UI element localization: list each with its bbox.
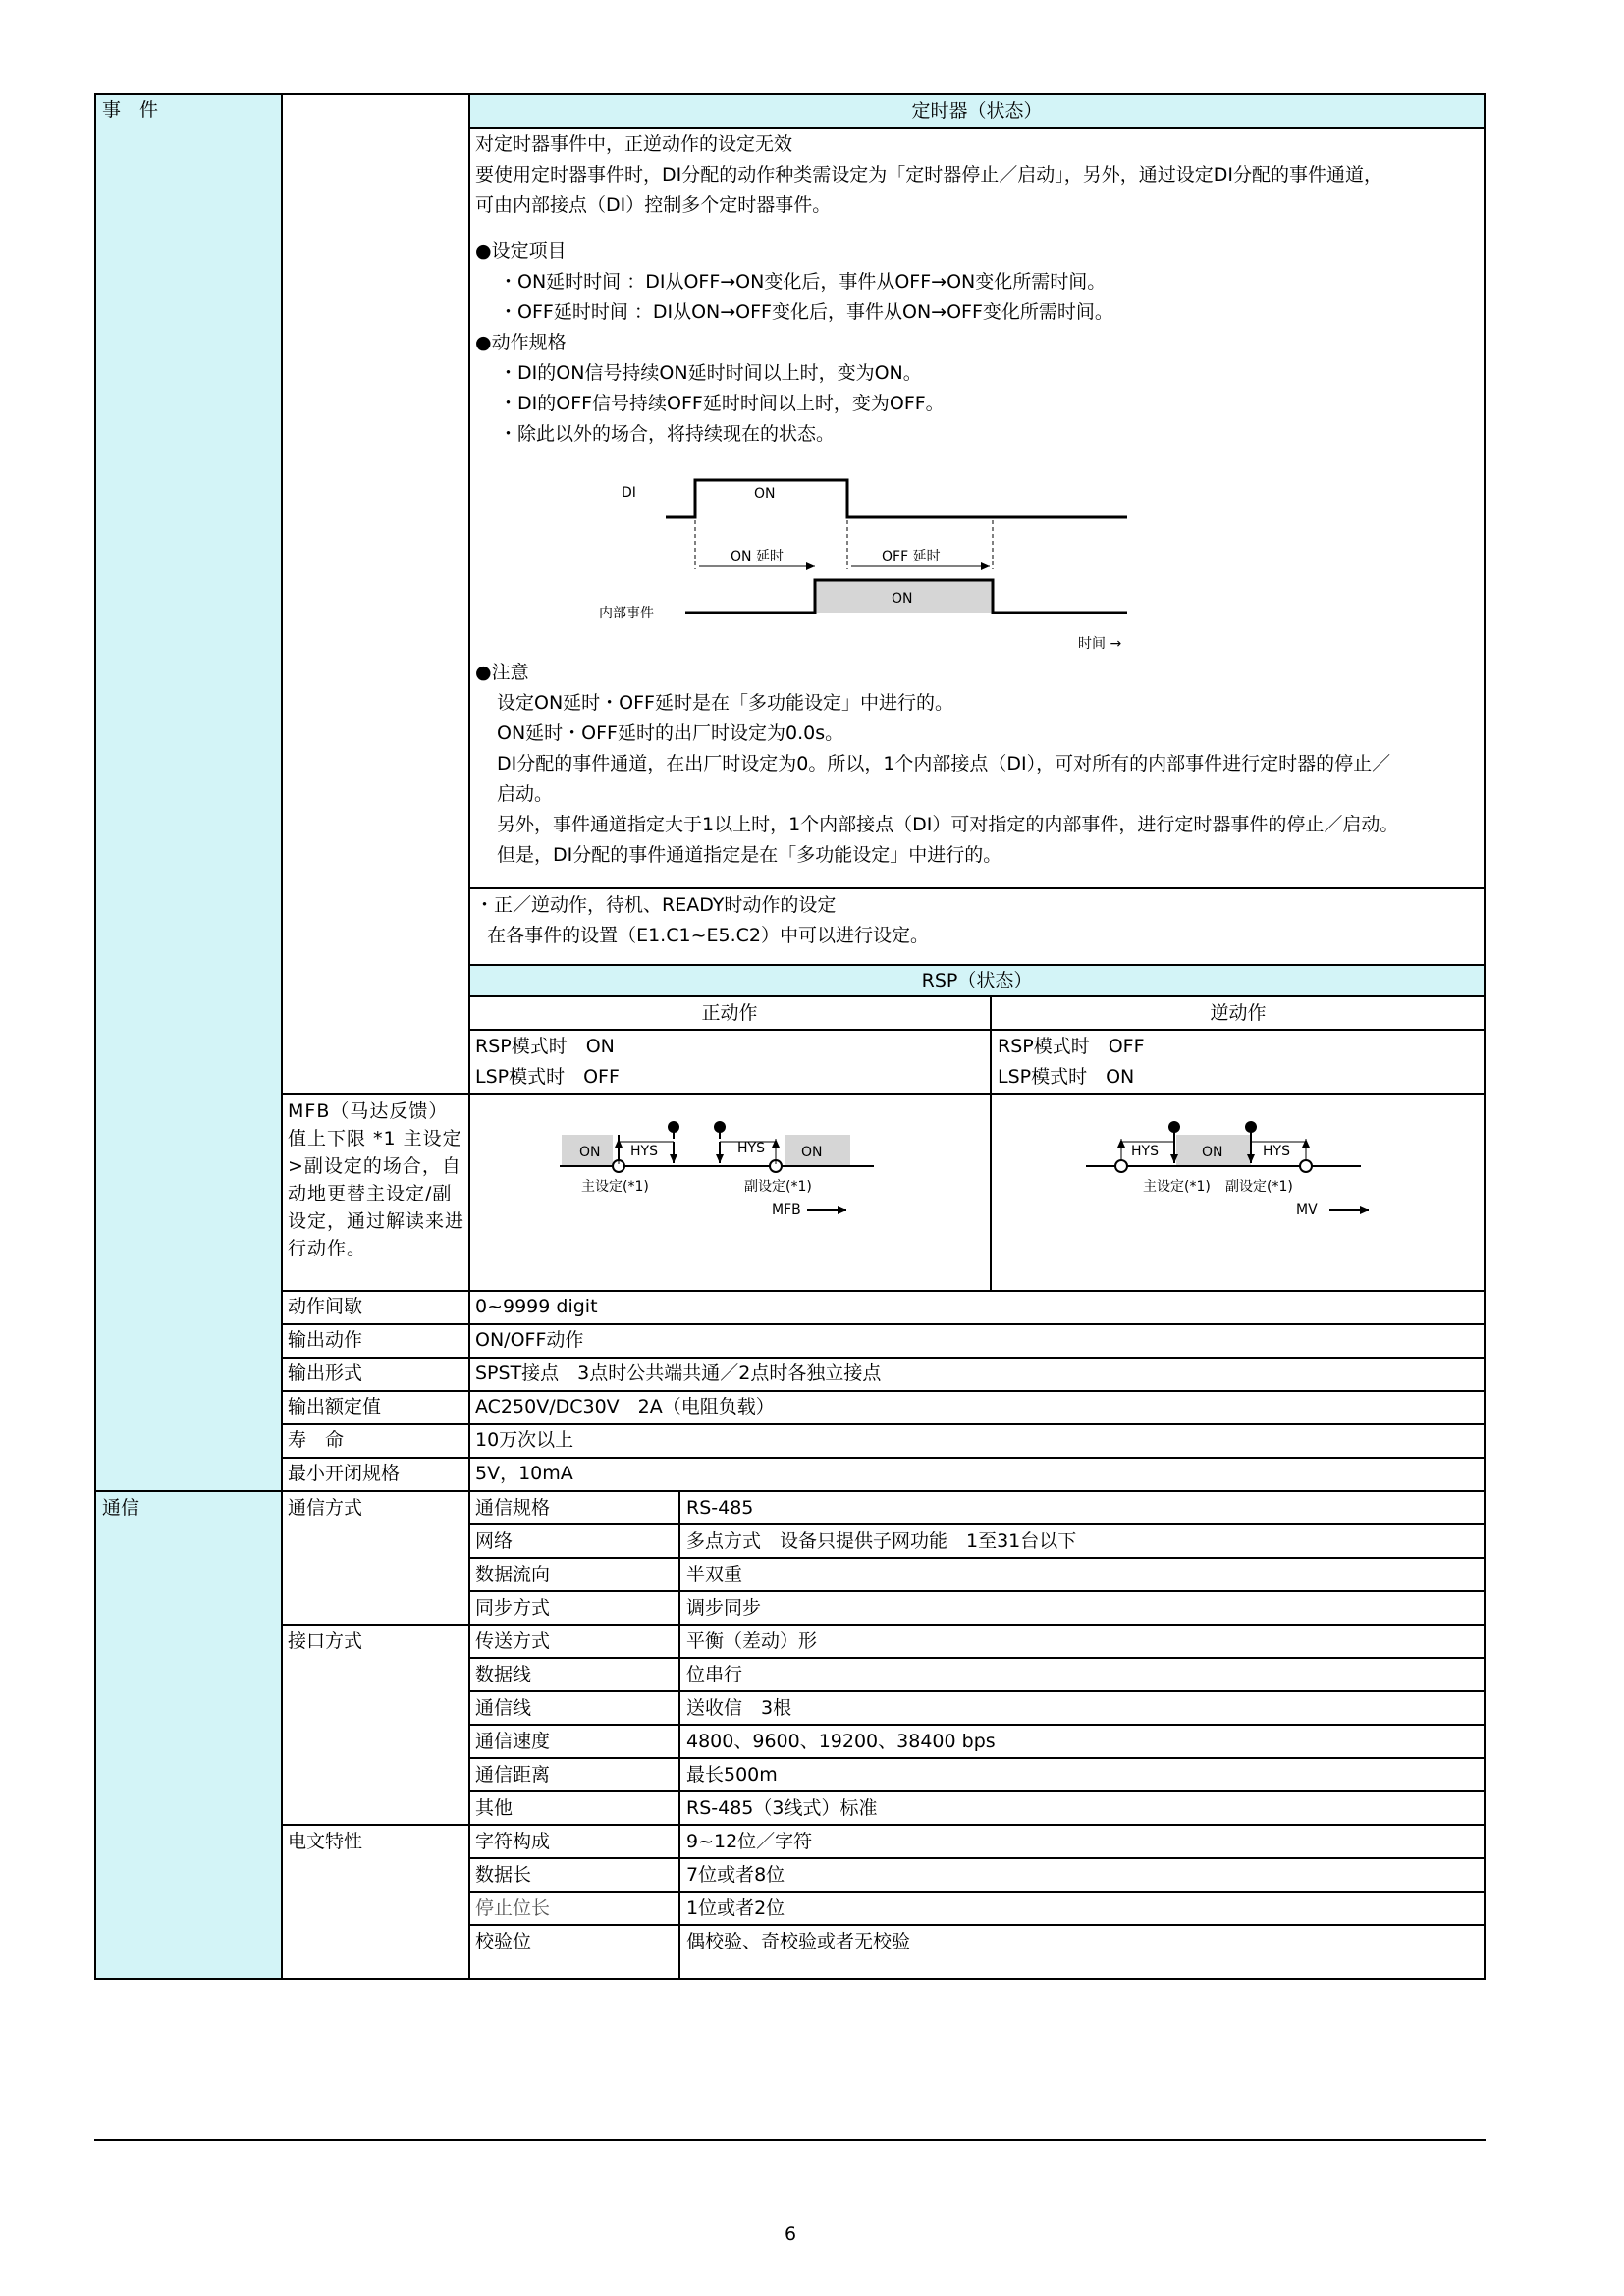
row-value-min-switch: 5V，10mA — [475, 1463, 573, 1484]
timer-intro-1: 对定时器事件中，正逆动作的设定无效 — [475, 133, 793, 155]
di-on-label: ON — [754, 486, 776, 502]
comm-key: 数据线 — [475, 1664, 532, 1685]
mfb-rev-main: 主设定(*1) — [1143, 1179, 1211, 1195]
settings-item-1: ・ON延时时间 ：DI从OFF→ON变化后，事件从OFF→ON变化所需时间。 — [499, 271, 1107, 293]
comm-value: RS-485 — [686, 1497, 754, 1519]
note-1: 设定ON延时・OFF延时是在「多功能设定」中进行的。 — [497, 692, 953, 714]
mfb-rev-on: ON — [1202, 1145, 1223, 1160]
timer-intro-3: 可由内部接点（DI）控制多个定时器事件。 — [475, 194, 832, 216]
row-value-output-action: ON/OFF动作 — [475, 1329, 584, 1351]
comm-value: 平衡（差动）形 — [686, 1630, 818, 1652]
comm-group-interface: 接口方式 — [288, 1630, 363, 1652]
rsp-reverse-header: 逆动作 — [1210, 1002, 1267, 1024]
row-label-life: 寿 命 — [288, 1429, 345, 1451]
mfb-fwd-sub: 副设定(*1) — [744, 1179, 812, 1195]
row-label-min-switch: 最小开闭规格 — [288, 1463, 401, 1484]
mfb-reverse-diagram — [1080, 1119, 1414, 1227]
on-delay-label: ON 延时 — [731, 549, 784, 564]
comm-value: 多点方式 设备只提供子网功能 1至31台以下 — [686, 1530, 1077, 1552]
comm-value: 偶校验、奇校验或者无校验 — [686, 1931, 911, 1952]
spec-title: ●动作规格 — [475, 332, 567, 353]
spec-item-2: ・DI的OFF信号持续OFF延时时间以上时，变为OFF。 — [499, 393, 945, 414]
row-label-output-type: 输出形式 — [288, 1362, 363, 1384]
comm-group-message: 电文特性 — [288, 1831, 363, 1852]
timing-diagram — [469, 461, 1176, 658]
timer-intro-2: 要使用定时器事件时，DI分配的动作种类需设定为「定时器停止／启动」，另外，通过设定DI分配的事件通道， — [475, 164, 1382, 186]
rsp-forward-1: RSP模式时 ON — [475, 1036, 615, 1057]
note-3: DI分配的事件通道，在出厂时设定为0。所以，1个内部接点（DI），可对所有的内部事件进行定时器的停止／ — [497, 753, 1391, 774]
di-label: DI — [622, 485, 636, 501]
mfb-label: MFB（马达反馈）值上下限 *1 主设定>副设定的场合，自动地更替主设定/副设定，通过解读来进行动作。 — [288, 1100, 465, 1259]
comm-value: 9~12位／字符 — [686, 1831, 813, 1852]
comm-key: 其他 — [475, 1797, 514, 1819]
rsp-reverse-2: LSP模式时 ON — [998, 1066, 1135, 1088]
mfb-rev-sub: 副设定(*1) — [1225, 1179, 1293, 1195]
rsp-forward-header: 正动作 — [701, 1002, 758, 1024]
note-6: 但是，DI分配的事件通道指定是在「多功能设定」中进行的。 — [497, 844, 1002, 866]
internal-event-label: 内部事件 — [599, 606, 654, 621]
spec-item-1: ・DI的ON信号持续ON延时时间以上时，变为ON。 — [499, 362, 922, 384]
comm-key: 数据长 — [475, 1864, 532, 1886]
comm-key: 同步方式 — [475, 1597, 551, 1619]
mfb-fwd-on2: ON — [801, 1145, 823, 1160]
footer-rule — [94, 2139, 1486, 2141]
row-value-life: 10万次以上 — [475, 1429, 574, 1451]
settings-item-2: ・OFF延时时间 ：DI从ON→OFF变化后，事件从ON→OFF变化所需时间。 — [499, 301, 1113, 323]
comm-group-method: 通信方式 — [288, 1497, 363, 1519]
row-label-rating: 输出额定值 — [288, 1396, 382, 1417]
spec-item-3: ・除此以外的场合，将持续现在的状态。 — [499, 423, 836, 445]
comm-key: 通信线 — [475, 1697, 532, 1719]
comm-value: 半双重 — [686, 1564, 743, 1585]
comm-key: 网络 — [475, 1530, 514, 1552]
comm-key: 停止位长 — [475, 1897, 551, 1919]
event-on-label: ON — [892, 591, 913, 607]
comm-value: 最长500m — [686, 1764, 778, 1786]
row-label-output-action: 输出动作 — [288, 1329, 363, 1351]
row-value-output-type: SPST接点 3点时公共端共通／2点时各独立接点 — [475, 1362, 882, 1384]
time-label: 时间 → — [1078, 636, 1122, 652]
comm-value: 1位或者2位 — [686, 1897, 785, 1919]
comm-key: 通信规格 — [475, 1497, 551, 1519]
comm-key: 通信速度 — [475, 1731, 551, 1752]
mfb-fwd-hys1: HYS — [630, 1144, 658, 1159]
row-value-rating: AC250V/DC30V 2A（电阻负载） — [475, 1396, 775, 1417]
row-value-interval: 0~9999 digit — [475, 1296, 598, 1317]
timer-header-text: 定时器（状态） — [911, 100, 1043, 122]
off-delay-label: OFF 延时 — [882, 549, 941, 564]
mfb-fwd-hys2: HYS — [737, 1141, 765, 1156]
comm-key: 字符构成 — [475, 1831, 551, 1852]
mfb-rev-axis: MV — [1296, 1202, 1318, 1218]
note-4: 启动。 — [497, 783, 554, 805]
rsp-reverse-1: RSP模式时 OFF — [998, 1036, 1145, 1057]
mfb-rev-hys2: HYS — [1263, 1144, 1290, 1159]
comm-category: 通信 — [102, 1497, 140, 1519]
category-column — [94, 94, 281, 1979]
note-title: ●注意 — [475, 662, 529, 683]
comm-key: 通信距离 — [475, 1764, 551, 1786]
comm-value: 4800、9600、19200、38400 bps — [686, 1731, 996, 1752]
rsp-header-text: RSP（状态） — [921, 970, 1033, 991]
comm-value: 送收信 3根 — [686, 1697, 792, 1719]
comm-key: 校验位 — [475, 1931, 532, 1952]
comm-value: 调步同步 — [686, 1597, 762, 1619]
mfb-rev-hys1: HYS — [1131, 1144, 1159, 1159]
page-number: 6 — [784, 2223, 797, 2245]
note-2: ON延时・OFF延时的出厂时设定为0.0s。 — [497, 722, 844, 744]
event-category: 事 件 — [102, 99, 159, 121]
note-5: 另外，事件通道指定大于1以上时，1个内部接点（DI）可对指定的内部事件，进行定时器事件的停止／启动。 — [497, 814, 1399, 835]
comm-key: 数据流向 — [475, 1564, 551, 1585]
mfb-fwd-axis: MFB — [772, 1202, 801, 1218]
comm-value: RS-485（3线式）标准 — [686, 1797, 878, 1819]
rsp-forward-2: LSP模式时 OFF — [475, 1066, 620, 1088]
comm-value: 7位或者8位 — [686, 1864, 785, 1886]
standby-1: ・正／逆动作，待机、READY时动作的设定 — [475, 894, 837, 916]
comm-value: 位串行 — [686, 1664, 743, 1685]
comm-key: 传送方式 — [475, 1630, 551, 1652]
row-label-interval: 动作间歇 — [288, 1296, 363, 1317]
standby-2: 在各事件的设置（E1.C1~E5.C2）中可以进行设定。 — [475, 925, 929, 946]
mfb-forward-diagram — [550, 1119, 884, 1227]
mfb-fwd-main: 主设定(*1) — [581, 1179, 649, 1195]
settings-title: ●设定项目 — [475, 240, 567, 262]
mfb-fwd-on1: ON — [579, 1145, 601, 1160]
